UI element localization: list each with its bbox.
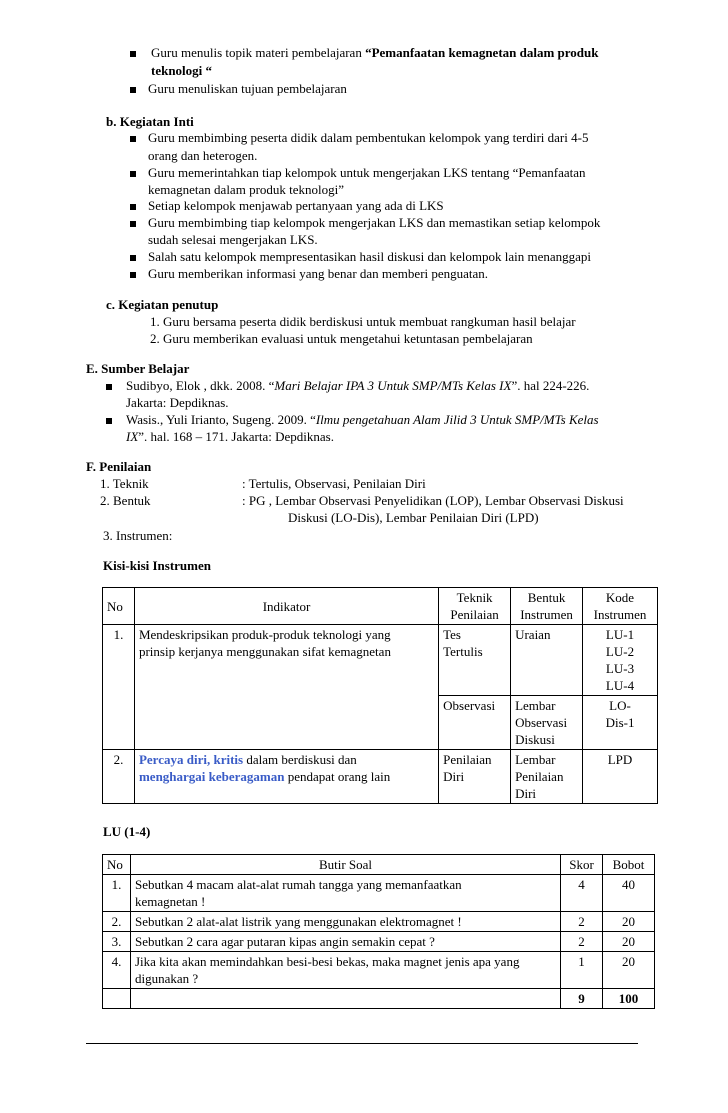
bullet-text: Guru menuliskan tujuan pembelajaran	[148, 81, 347, 96]
cell-no: 2.	[103, 750, 135, 804]
kisi-kisi-table	[102, 587, 658, 804]
bullet-icon	[106, 384, 112, 390]
penilaian-label: 1. Teknik	[100, 476, 149, 491]
header-cell: Indikator	[134, 588, 438, 625]
bullet-icon	[130, 171, 136, 177]
list-item: 1. Guru bersama peserta didik berdiskusi untuk membuat rangkuman hasil belajar	[150, 314, 576, 329]
cell-butir: Sebutkan 2 cara agar putaran kipas angin semakin cepat ?	[130, 932, 560, 952]
bullet-text: Guru membimbing peserta didik dalam pembentukan kelompok yang terdiri dari 4-5	[148, 130, 589, 145]
header-cell: No	[103, 588, 135, 625]
header-cell: Bentuk Instrumen	[511, 588, 583, 625]
bullet-text: teknologi “	[151, 63, 213, 78]
bullet-icon	[130, 272, 136, 278]
cell-no: 2.	[103, 912, 131, 932]
table-total-row	[103, 989, 655, 1009]
footer-divider	[86, 1043, 638, 1044]
cell-no: 3.	[103, 932, 131, 952]
cell-bentuk: Uraian	[511, 625, 583, 696]
penilaian-label: 3. Instrumen:	[103, 528, 173, 543]
cell-bentuk: Lembar Observasi Diskusi	[511, 696, 583, 750]
header-cell: Kode Instrumen	[583, 588, 658, 625]
cell-bentuk: Lembar Penilaian Diri	[511, 750, 583, 804]
cell-kode: LO- Dis-1	[583, 696, 658, 750]
cell-kode: LPD	[583, 750, 658, 804]
table-header-row	[103, 588, 658, 625]
cell-skor: 2	[561, 932, 603, 952]
total-bobot: 100	[603, 989, 655, 1009]
total-skor: 9	[561, 989, 603, 1009]
cell-no: 4.	[103, 952, 131, 989]
header-cell: Butir Soal	[130, 855, 560, 875]
cell-indikator: Mendeskripsikan produk-produk teknologi yang prinsip kerjanya menggunakan sifat kemagnetan	[134, 625, 438, 750]
cell-no: 1.	[103, 875, 131, 912]
penilaian-value: Diskusi (LO-Dis), Lembar Penilaian Diri (LPD)	[288, 510, 539, 525]
section-heading: LU (1-4)	[103, 824, 151, 839]
bullet-text: Guru menulis topik materi pembelajaran “Pemanfaatan kemagnetan dalam produk	[151, 45, 599, 60]
section-heading: b. Kegiatan Inti	[106, 114, 194, 129]
section-heading: F. Penilaian	[86, 459, 152, 474]
table-row	[103, 625, 658, 696]
section-heading: Kisi-kisi Instrumen	[103, 558, 211, 573]
butir-soal-table	[102, 854, 655, 1009]
bullet-icon	[130, 136, 136, 142]
bullet-text: orang dan heterogen.	[148, 148, 258, 163]
cell-bobot: 20	[603, 952, 655, 989]
table-header-row	[103, 855, 655, 875]
cell-butir: Sebutkan 2 alat-alat listrik yang menggunakan elektromagnet !	[130, 912, 560, 932]
cell-skor: 2	[561, 912, 603, 932]
cell-bobot: 40	[603, 875, 655, 912]
cell-butir: Sebutkan 4 macam alat-alat rumah tangga yang memanfaatkan kemagnetan !	[130, 875, 560, 912]
bullet-text: kemagnetan dalam produk teknologi”	[148, 182, 345, 197]
reference-item: Sudibyo, Elok , dkk. 2008. “Mari Belajar IPA 3 Untuk SMP/MTs Kelas IX”. hal 224-226.	[126, 378, 590, 393]
bullet-icon	[130, 221, 136, 227]
bullet-text: Guru memerintahkan tiap kelompok untuk mengerjakan LKS tentang “Pemanfaatan	[148, 165, 586, 180]
cell-skor: 1	[561, 952, 603, 989]
header-cell: Bobot	[603, 855, 655, 875]
cell-no	[103, 989, 131, 1009]
bullet-text: Salah satu kelompok mempresentasikan hasil diskusi dan kelompok lain menanggapi	[148, 249, 591, 264]
penilaian-value: : PG , Lembar Observasi Penyelidikan (LOP), Lembar Observasi Diskusi	[242, 493, 624, 508]
bullet-icon	[130, 255, 136, 261]
table-row	[103, 932, 655, 952]
header-cell: Teknik Penilaian	[439, 588, 511, 625]
cell-butir	[130, 989, 560, 1009]
penilaian-value: : Tertulis, Observasi, Penilaian Diri	[242, 476, 426, 491]
reference-item: Jakarta: Depdiknas.	[126, 395, 229, 410]
cell-teknik: Tes Tertulis	[439, 625, 511, 696]
header-cell: Skor	[561, 855, 603, 875]
cell-butir: Jika kita akan memindahkan besi-besi bekas, maka magnet jenis apa yang digunakan ?	[130, 952, 560, 989]
bullet-icon	[130, 51, 136, 57]
bullet-text: Guru memberikan informasi yang benar dan memberi penguatan.	[148, 266, 489, 281]
cell-teknik: Observasi	[439, 696, 511, 750]
cell-bobot: 20	[603, 932, 655, 952]
bullet-icon	[130, 204, 136, 210]
table-row	[103, 875, 655, 912]
section-heading: E. Sumber Belajar	[86, 361, 190, 376]
table-row	[103, 750, 658, 804]
cell-kode: LU-1 LU-2 LU-3 LU-4	[583, 625, 658, 696]
bullet-text: Guru membimbing tiap kelompok mengerjakan LKS dan memastikan setiap kelompok	[148, 215, 601, 230]
cell-no: 1.	[103, 625, 135, 750]
cell-teknik: Penilaian Diri	[439, 750, 511, 804]
bullet-icon	[130, 87, 136, 93]
penilaian-label: 2. Bentuk	[100, 493, 151, 508]
bullet-text: Setiap kelompok menjawab pertanyaan yang ada di LKS	[148, 198, 444, 213]
bullet-text: sudah selesai mengerjakan LKS.	[148, 232, 318, 247]
header-cell: No	[103, 855, 131, 875]
section-heading: c. Kegiatan penutup	[106, 297, 219, 312]
cell-indikator: Percaya diri, kritis dalam berdiskusi dan menghargai keberagaman pendapat orang lain	[134, 750, 438, 804]
bullet-icon	[106, 418, 112, 424]
table-row	[103, 952, 655, 989]
cell-bobot: 20	[603, 912, 655, 932]
reference-item: Wasis., Yuli Irianto, Sugeng. 2009. “Ilmu pengetahuan Alam Jilid 3 Untuk SMP/MTs Kelas	[126, 412, 599, 427]
table-row	[103, 912, 655, 932]
cell-skor: 4	[561, 875, 603, 912]
reference-item: IX”. hal. 168 – 171. Jakarta: Depdiknas.	[126, 429, 334, 444]
list-item: 2. Guru memberikan evaluasi untuk mengetahui ketuntasan pembelajaran	[150, 331, 533, 346]
